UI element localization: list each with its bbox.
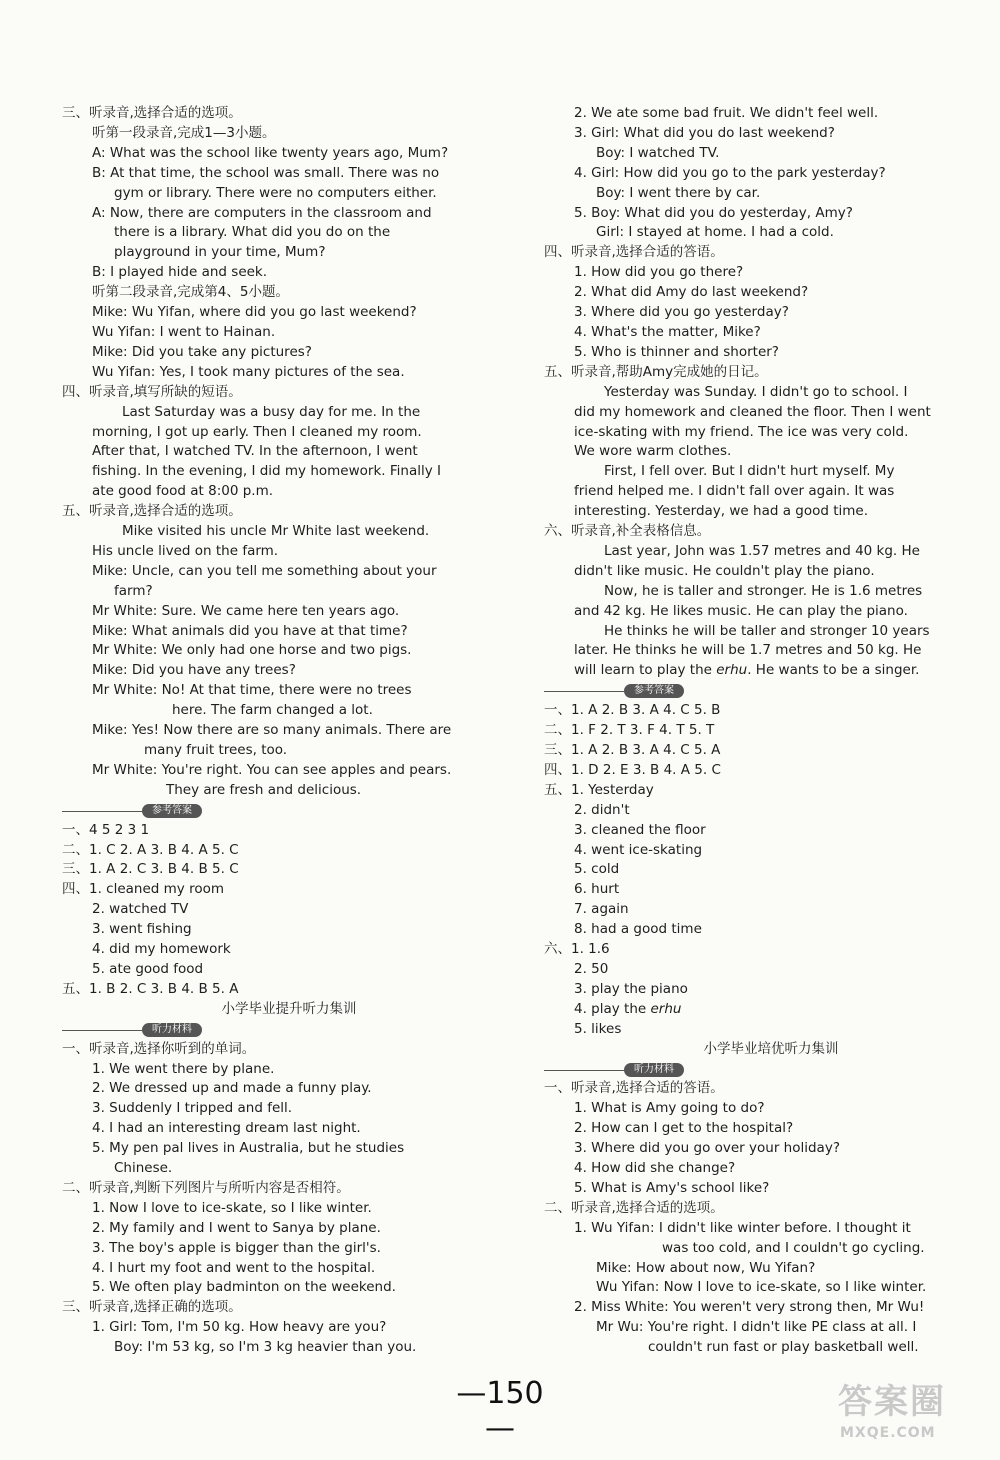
answer-line: 3. cleaned the floor	[574, 821, 706, 838]
answer-line: 三、1. A 2. C 3. B 4. B 5. C	[62, 861, 239, 878]
answer-line: 4. did my homework	[92, 941, 231, 958]
instruction: 听第一段录音,完成1—3小题。	[92, 124, 276, 141]
right-column	[544, 104, 931, 1358]
material-divider	[544, 1060, 928, 1080]
passage-line: and 42 kg. He likes music. He can play the piano.	[574, 602, 908, 619]
passage-line: Last year, John was 1.57 metres and 40 kg. He	[604, 542, 920, 559]
script-line: 5. We often play badminton on the weekend.	[92, 1279, 396, 1296]
passage-line: did my homework and cleaned the floor. Then I went	[574, 403, 931, 420]
script-line: 1. We went there by plane.	[92, 1060, 275, 1077]
text-run: will learn to play the	[574, 662, 717, 679]
section-title: 小学毕业培优听力集训	[703, 1040, 839, 1057]
section-heading: 四、听录音,填写所缺的短语。	[62, 383, 242, 400]
dialogue-line: was too cold, and I couldn't go cycling.	[662, 1239, 925, 1256]
section-heading: 三、听录音,选择合适的选项。	[62, 105, 242, 121]
script-line: Boy: I'm 53 kg, so I'm 3 kg heavier than you.	[114, 1339, 417, 1356]
dialogue-line: Mr White: You're right. You can see apples and pears.	[92, 761, 452, 778]
passage-line: Mike visited his uncle Mr White last weekend.	[122, 523, 430, 540]
dialogue-line: couldn't run fast or play basketball well.	[648, 1339, 919, 1356]
passage-line: Last Saturday was a busy day for me. In the	[122, 403, 421, 420]
dialogue-line: Mr White: We only had one horse and two pigs.	[92, 642, 412, 659]
divider-rule	[544, 1070, 624, 1071]
script-line: 4. What's the matter, Mike?	[574, 323, 761, 340]
script-line: 5. Boy: What did you do yesterday, Amy?	[574, 204, 853, 221]
answer-line: 6. hurt	[574, 881, 620, 898]
dialogue-line: Wu Yifan: Now I love to ice-skate, so I like winter.	[596, 1279, 927, 1296]
section-heading: 五、听录音,帮助Amy完成她的日记。	[544, 363, 768, 380]
passage-line: Now, he is taller and stronger. He is 1.6 metres	[604, 582, 923, 599]
answer-line: 2. 50	[574, 960, 609, 977]
answers-badge: 参考答案	[142, 804, 202, 818]
answer-line: 8. had a good time	[574, 921, 702, 938]
answer-line: 四、1. D 2. E 3. B 4. A 5. C	[544, 761, 721, 778]
passage-line: friend helped me. I didn't fall over again. It was	[574, 483, 895, 500]
script-line: 2. My family and I went to Sanya by plane.	[92, 1219, 381, 1236]
dialogue-line: Mike: Wu Yifan, where did you go last weekend?	[92, 304, 417, 321]
dialogue-line: Mr White: No! At that time, there were no trees	[92, 682, 412, 699]
watermark-text: 答案圈	[838, 1382, 946, 1422]
answer-line: 5. ate good food	[92, 960, 204, 977]
script-line: Boy: I watched TV.	[596, 144, 720, 161]
script-line: 5. My pen pal lives in Australia, but he studies	[92, 1140, 405, 1157]
section-heading: 三、听录音,选择正确的选项。	[62, 1299, 242, 1316]
italic-word: erhu	[650, 1000, 682, 1017]
dialogue-line: Wu Yifan: Yes, I took many pictures of the sea.	[92, 363, 405, 380]
dialogue-line: Mike: Did you take any pictures?	[92, 343, 312, 360]
left-column	[62, 104, 452, 1358]
material-badge: 听力材料	[142, 1023, 202, 1037]
passage-line: We wore warm clothes.	[574, 443, 732, 460]
section-heading: 一、听录音,选择你听到的单词。	[62, 1040, 256, 1057]
script-line: 4. How did she change?	[574, 1160, 736, 1177]
answer-line: 一、1. A 2. B 3. A 4. C 5. B	[544, 702, 721, 719]
dialogue-line: there is a library. What did you do on the	[114, 224, 391, 241]
script-line: 2. How can I get to the hospital?	[574, 1120, 794, 1137]
divider-rule	[62, 811, 142, 812]
dialogue-line: Mike: What animals did you have at that time?	[92, 622, 408, 639]
script-line: 3. The boy's apple is bigger than the girl's.	[92, 1239, 381, 1256]
dialogue-line: farm?	[114, 582, 153, 599]
answer-line: 二、1. C 2. A 3. B 4. A 5. C	[62, 841, 239, 858]
section-heading: 六、听录音,补全表格信息。	[544, 523, 711, 540]
answer-line	[544, 1000, 928, 1020]
answer-line: 5. likes	[574, 1020, 622, 1037]
dialogue-line: B: At that time, the school was small. There was no	[92, 164, 440, 181]
passage-line: interesting. Yesterday, we had a good time.	[574, 503, 869, 520]
answers-divider	[544, 681, 928, 701]
passage-line: He thinks he will be taller and stronger 10 years	[604, 622, 930, 639]
section-heading: 一、听录音,选择合适的答语。	[544, 1080, 724, 1097]
answer-line: 3. play the piano	[574, 980, 688, 997]
passage-line: later. He thinks he will be 1.7 metres and 50 kg. He	[574, 642, 922, 659]
script-line: 1. Now I love to ice-skate, so I like winter.	[92, 1199, 372, 1216]
dialogue-line: B: I played hide and seek.	[92, 264, 268, 281]
answer-line: 2. didn't	[574, 801, 630, 818]
section-heading: 二、听录音,判断下列图片与所听内容是否相符。	[62, 1179, 350, 1196]
dialogue-line: playground in your time, Mum?	[114, 244, 326, 261]
passage-line: His uncle lived on the farm.	[92, 542, 279, 559]
script-line: 1. What is Amy going to do?	[574, 1100, 765, 1117]
dialogue-line: here. The farm changed a lot.	[172, 702, 373, 719]
page-number: —150 —	[456, 1376, 544, 1446]
answer-line: 五、1. B 2. C 3. B 4. B 5. A	[62, 980, 239, 997]
dialogue-line: Mike: Uncle, can you tell me something about your	[92, 562, 437, 579]
dialogue-line: 2. Miss White: You weren't very strong then, Mr Wu!	[574, 1299, 925, 1316]
answer-line: 六、1. 1.6	[544, 941, 610, 958]
watermark-url: MXQE.COM	[840, 1425, 936, 1441]
passage-line: ate good food at 8:00 p.m.	[92, 483, 274, 500]
dialogue-line: A: Now, there are computers in the classroom and	[92, 204, 432, 221]
passage-line: Yesterday was Sunday. I didn't go to school. I	[604, 383, 908, 400]
divider-rule	[544, 691, 624, 692]
dialogue-line: They are fresh and delicious.	[166, 781, 362, 798]
answers-divider	[62, 801, 446, 821]
section-title: 小学毕业提升听力集训	[221, 1000, 357, 1017]
section-heading: 五、听录音,选择合适的选项。	[62, 503, 242, 520]
text-run: . He wants to be a singer.	[747, 662, 920, 679]
dialogue-line: 1. Wu Yifan: I didn't like winter before. I thought it	[574, 1219, 911, 1236]
dialogue-line: Mr White: Sure. We came here ten years ago.	[92, 602, 400, 619]
text-run: 4. play the	[574, 1000, 651, 1017]
passage-line: didn't like music. He couldn't play the piano.	[574, 562, 875, 579]
script-line: 5. Who is thinner and shorter?	[574, 343, 779, 360]
script-line: 4. Girl: How did you go to the park yesterday?	[574, 164, 886, 181]
dialogue-line: Mike: How about now, Wu Yifan?	[596, 1259, 816, 1276]
script-line: 5. What is Amy's school like?	[574, 1179, 770, 1196]
script-line: Boy: I went there by car.	[596, 184, 761, 201]
passage-line: After that, I watched TV. In the afternoon, I went	[92, 443, 418, 460]
divider-rule	[62, 1030, 142, 1031]
passage-line: fishing. In the evening, I did my homework. Finally I	[92, 463, 441, 480]
answer-line: 一、4 5 2 3 1	[62, 821, 150, 838]
answer-line: 2. watched TV	[92, 901, 189, 918]
script-line: 2. What did Amy do last weekend?	[574, 284, 809, 301]
dialogue-line: Wu Yifan: I went to Hainan.	[92, 323, 276, 340]
dialogue-line: gym or library. There were no computers either.	[114, 184, 437, 201]
script-line: 3. Where did you go yesterday?	[574, 304, 789, 321]
material-divider	[62, 1020, 446, 1040]
dialogue-line: Mike: Yes! Now there are so many animals. There are	[92, 722, 452, 739]
section-heading: 四、听录音,选择合适的答语。	[544, 244, 724, 261]
script-line: 4. I hurt my foot and went to the hospital.	[92, 1259, 376, 1276]
answer-line: 四、1. cleaned my room	[62, 881, 224, 898]
answer-line: 5. cold	[574, 861, 620, 878]
dialogue-line: Mr Wu: You're right. I didn't like PE class at all. I	[596, 1319, 917, 1336]
answer-line: 五、1. Yesterday	[544, 781, 654, 798]
watermark-logo	[838, 1380, 988, 1450]
script-line: 3. Suddenly I tripped and fell.	[92, 1100, 293, 1117]
script-line: 1. How did you go there?	[574, 264, 744, 281]
dialogue-line: A: What was the school like twenty years ago, Mum?	[92, 144, 449, 161]
answer-line: 二、1. F 2. T 3. F 4. T 5. T	[544, 722, 715, 739]
dialogue-line: many fruit trees, too.	[144, 742, 288, 758]
material-badge: 听力材料	[624, 1063, 684, 1077]
passage-line	[544, 661, 928, 681]
instruction: 听第二段录音,完成第4、5小题。	[92, 284, 289, 301]
passage-line: First, I fell over. But I didn't hurt myself. My	[604, 463, 895, 480]
answer-line: 4. went ice-skating	[574, 841, 703, 858]
script-line: 1. Girl: Tom, I'm 50 kg. How heavy are you?	[92, 1319, 387, 1336]
script-line: 4. I had an interesting dream last night.	[92, 1120, 361, 1137]
script-line: 3. Where did you go over your holiday?	[574, 1140, 840, 1157]
answer-line: 三、1. A 2. B 3. A 4. C 5. A	[544, 742, 721, 758]
script-line: 2. We ate some bad fruit. We didn't feel well.	[574, 105, 879, 121]
dialogue-line: Mike: Did you have any trees?	[92, 662, 296, 679]
script-line: 3. Girl: What did you do last weekend?	[574, 124, 835, 141]
passage-line: ice-skating with my friend. The ice was very cold.	[574, 423, 909, 440]
script-line: 2. We dressed up and made a funny play.	[92, 1080, 372, 1097]
answer-line: 3. went fishing	[92, 921, 192, 938]
passage-line: morning, I got up early. Then I cleaned my room.	[92, 423, 422, 440]
section-heading: 二、听录音,选择合适的选项。	[544, 1199, 724, 1216]
answers-badge: 参考答案	[624, 684, 684, 698]
answer-line: 7. again	[574, 901, 629, 918]
script-line: Chinese.	[114, 1160, 173, 1177]
italic-word: erhu	[716, 662, 748, 679]
script-line: Girl: I stayed at home. I had a cold.	[596, 224, 834, 241]
